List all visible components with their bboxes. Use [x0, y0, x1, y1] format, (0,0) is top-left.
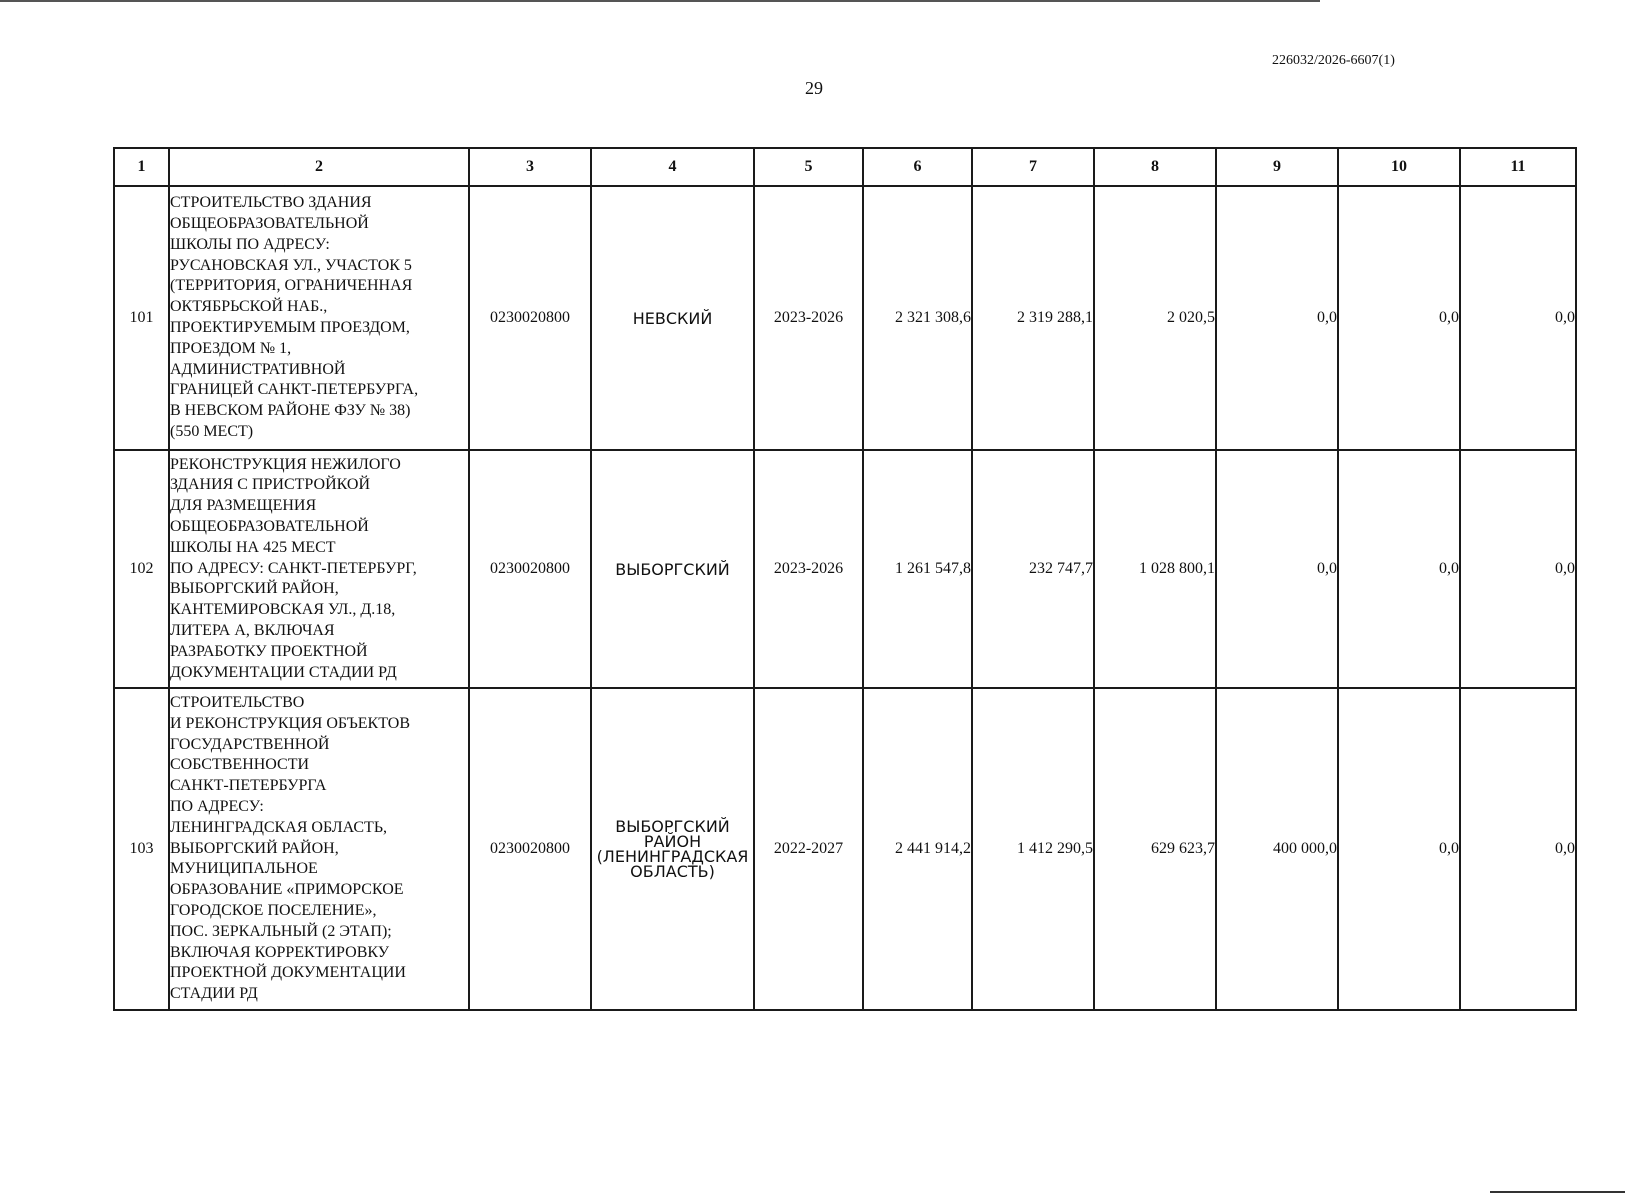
investment-program-table — [113, 147, 1577, 1011]
object-name — [169, 186, 469, 450]
object-name-line: В НЕВСКОМ РАЙОНЕ ФЗУ № 38) — [170, 402, 411, 420]
value-col-7: 232 747,7 — [972, 450, 1094, 688]
value-col-10: 0,0 — [1338, 450, 1460, 688]
object-name-line: ДЛЯ РАЗМЕЩЕНИЯ — [170, 497, 317, 515]
column-header-1: 1 — [114, 148, 169, 186]
district — [591, 688, 754, 1010]
object-name-line: (ТЕРРИТОРИЯ, ОГРАНИЧЕННАЯ — [170, 277, 413, 295]
table-row — [114, 450, 1576, 688]
value-col-8: 629 623,7 — [1094, 688, 1216, 1010]
object-name-line: РАЗРАБОТКУ ПРОЕКТНОЙ — [170, 642, 368, 660]
row-number: 102 — [114, 450, 169, 688]
column-header-5: 5 — [754, 148, 863, 186]
object-name-line: СТРОИТЕЛЬСТВО ЗДАНИЯ — [170, 194, 372, 212]
column-header-6: 6 — [863, 148, 972, 186]
value-col-6: 2 321 308,6 — [863, 186, 972, 450]
value-col-7: 1 412 290,5 — [972, 688, 1094, 1010]
value-col-11: 0,0 — [1460, 186, 1576, 450]
object-name-line: ПО АДРЕСУ: САНКТ-ПЕТЕРБУРГ, — [170, 559, 417, 577]
object-name-line: МУНИЦИПАЛЬНОЕ — [170, 860, 318, 878]
object-name-line: ГРАНИЦЕЙ САНКТ-ПЕТЕРБУРГА, — [170, 381, 419, 399]
object-name-line: ОБЩЕОБРАЗОВАТЕЛЬНОЙ — [170, 215, 369, 233]
object-name-line: ПО АДРЕСУ: — [170, 798, 264, 815]
scan-edge-line — [0, 0, 1320, 2]
object-name-line: ОБЩЕОБРАЗОВАТЕЛЬНОЙ — [170, 518, 369, 535]
table-row — [114, 186, 1576, 450]
implementation-years: 2023-2026 — [754, 186, 863, 450]
object-name-line: И РЕКОНСТРУКЦИЯ ОБЪЕКТОВ — [170, 714, 410, 732]
object-name-line: ГОРОДСКОЕ ПОСЕЛЕНИЕ», — [170, 901, 377, 919]
table-row — [114, 688, 1576, 1010]
column-header-9: 9 — [1216, 148, 1338, 186]
value-col-6: 2 441 914,2 — [863, 688, 972, 1010]
object-name — [169, 450, 469, 688]
row-number: 103 — [114, 688, 169, 1010]
object-name-line: ПРОЕКТИРУЕМЫМ ПРОЕЗДОМ, — [170, 319, 410, 336]
column-header-7: 7 — [972, 148, 1094, 186]
object-name-line: ПРОЕЗДОМ № 1, — [170, 339, 292, 357]
district-line: НЕВСКИЙ — [632, 308, 713, 328]
object-name-line: ПОС. ЗЕРКАЛЬНЫЙ (2 ЭТАП); — [170, 922, 392, 940]
object-name-line: ОКТЯБРЬСКОЙ НАБ., — [170, 298, 328, 316]
object-name-line: ЛИТЕРА А, ВКЛЮЧАЯ — [170, 621, 335, 639]
object-name-line: ВЫБОРГСКИЙ РАЙОН, — [170, 839, 339, 857]
column-header-4: 4 — [591, 148, 754, 186]
value-col-9: 0,0 — [1216, 450, 1338, 688]
district-line: ВЫБОРГСКИЙ — [615, 559, 730, 579]
object-name-line: ПРОЕКТНОЙ ДОКУМЕНТАЦИИ — [170, 964, 406, 982]
district — [591, 450, 754, 688]
district-line: ОБЛАСТЬ) — [630, 862, 715, 881]
value-col-8: 1 028 800,1 — [1094, 450, 1216, 688]
value-col-10: 0,0 — [1338, 688, 1460, 1010]
column-header-3: 3 — [469, 148, 591, 186]
object-name — [169, 688, 469, 1010]
column-header-10: 10 — [1338, 148, 1460, 186]
object-name-line: РУСАНОВСКАЯ УЛ., УЧАСТОК 5 — [170, 256, 412, 274]
object-name-line: АДМИНИСТРАТИВНОЙ — [170, 360, 346, 378]
page-number: 29 — [805, 78, 823, 98]
value-col-10: 0,0 — [1338, 186, 1460, 450]
object-name-line: РЕКОНСТРУКЦИЯ НЕЖИЛОГО — [170, 455, 401, 473]
object-name-line: (550 МЕСТ) — [170, 422, 254, 440]
object-name-line: ГОСУДАРСТВЕННОЙ — [170, 735, 330, 753]
object-name-line: ЛЕНИНГРАДСКАЯ ОБЛАСТЬ, — [170, 818, 388, 836]
object-name-line: САНКТ-ПЕТЕРБУРГА — [170, 777, 327, 795]
object-name-line: СТРОИТЕЛЬСТВО — [170, 694, 305, 712]
value-col-9: 400 000,0 — [1216, 688, 1338, 1010]
budget-code: 0230020800 — [469, 688, 591, 1010]
object-name-line: ВЫБОРГСКИЙ РАЙОН, — [170, 580, 339, 598]
value-col-8: 2 020,5 — [1094, 186, 1216, 450]
district-line: ВЫБОРГСКИЙ РАЙОН — [615, 817, 730, 851]
value-col-7: 2 319 288,1 — [972, 186, 1094, 450]
document-registration-number: 226032/2026-6607(1) — [1272, 53, 1395, 68]
object-name-line: ДОКУМЕНТАЦИИ СТАДИИ РД — [170, 663, 397, 681]
implementation-years: 2022-2027 — [754, 688, 863, 1010]
district-line: (ЛЕНИНГРАДСКАЯ — [596, 847, 749, 866]
object-name-line: СТАДИИ РД — [170, 985, 258, 1003]
object-name-line: ШКОЛЫ НА 425 МЕСТ — [170, 538, 336, 556]
object-name-line: СОБСТВЕННОСТИ — [170, 756, 310, 774]
object-name-line: ШКОЛЫ ПО АДРЕСУ: — [170, 235, 330, 253]
object-name-line: ЗДАНИЯ С ПРИСТРОЙКОЙ — [170, 476, 370, 494]
table-header-row — [114, 148, 1576, 186]
value-col-11: 0,0 — [1460, 688, 1576, 1010]
column-header-2: 2 — [169, 148, 469, 186]
budget-code: 0230020800 — [469, 186, 591, 450]
implementation-years: 2023-2026 — [754, 450, 863, 688]
value-col-6: 1 261 547,8 — [863, 450, 972, 688]
budget-code: 0230020800 — [469, 450, 591, 688]
object-name-line: КАНТЕМИРОВСКАЯ УЛ., Д.18, — [170, 601, 396, 619]
column-header-11: 11 — [1460, 148, 1576, 186]
value-col-11: 0,0 — [1460, 450, 1576, 688]
district — [591, 186, 754, 450]
scan-edge-line — [1490, 1191, 1625, 1193]
object-name-line: ОБРАЗОВАНИЕ «ПРИМОРСКОЕ — [170, 881, 404, 899]
column-header-8: 8 — [1094, 148, 1216, 186]
object-name-line: ВКЛЮЧАЯ КОРРЕКТИРОВКУ — [170, 943, 390, 961]
row-number: 101 — [114, 186, 169, 450]
value-col-9: 0,0 — [1216, 186, 1338, 450]
